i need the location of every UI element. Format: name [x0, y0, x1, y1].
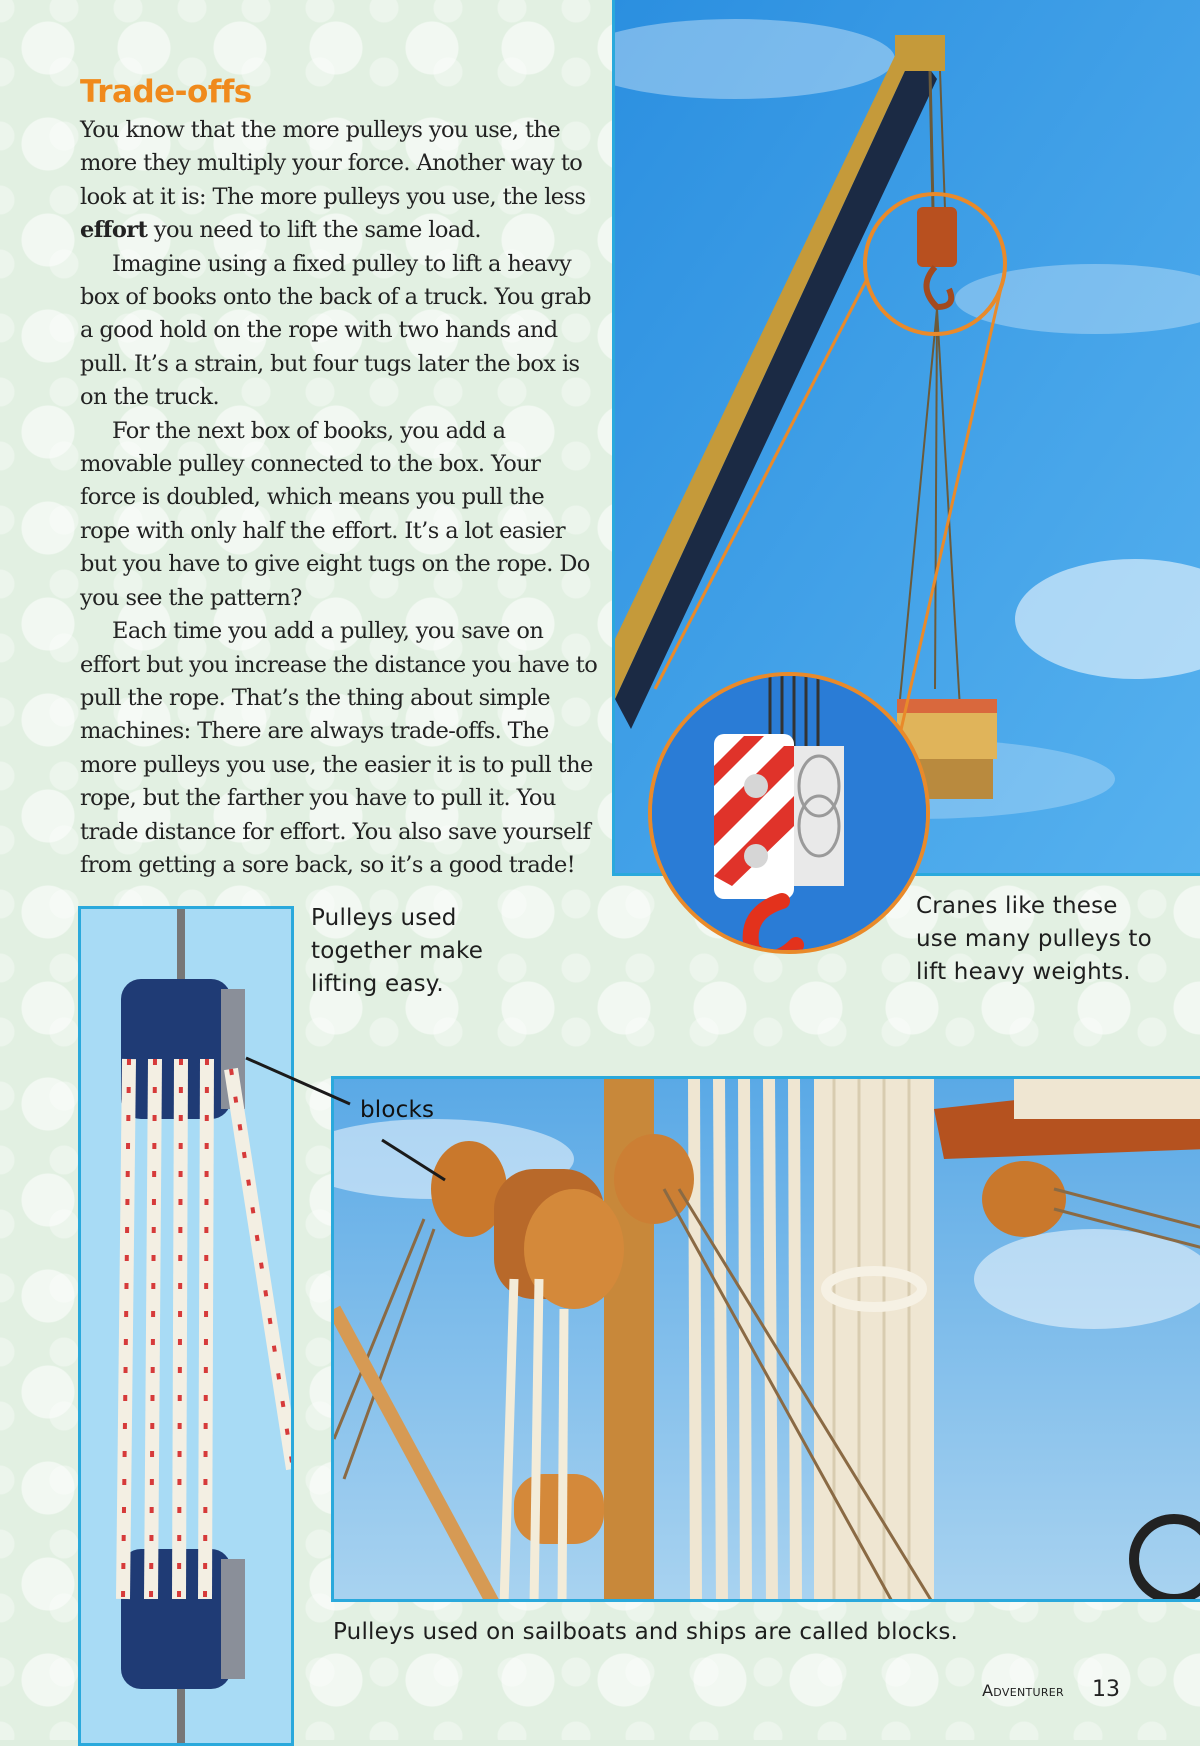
paragraph-4: Each time you add a pulley, you save on effort but you increase the distance you have to pull the rope. That’s the thing about simple machines: There are always trade-offs. The more pulleys you use, the easier it is to pull the rope, but the farther you have to pull it. You trade distance for effort. You also save yourself from getting a sore back, so it’s a good trade!	[80, 618, 598, 878]
article	[80, 74, 600, 882]
paragraph-3: For the next box of books, you add a movable pulley connected to the box. Your force is doubled, which means you pull the rope with only half the effort. It’s a lot easier but you have to give eight tugs on the rope. Do you see the pattern?	[80, 417, 590, 611]
pulleys-caption: Pulleys used together make lifting easy.	[311, 905, 484, 997]
sailboat-blocks-illustration	[334, 1079, 1200, 1602]
crane-caption: Cranes like these use many pulleys to lift heavy weights.	[916, 893, 1152, 985]
section-heading: Trade-offs	[80, 74, 252, 110]
paragraph-2: Imagine using a fixed pulley to lift a heavy box of books onto the back of a truck. You grab a good hold on the rope with two hands and pull. It’s a strain, but four tugs later the box is on the truck.	[80, 250, 591, 411]
pulley-set-photo	[78, 906, 294, 1746]
paragraph-1: You know that the more pulleys you use, the more they multiply your force. Another way to look at it is: The more pulleys you use, the less effort you need to lift the same load.	[80, 117, 586, 244]
article-body	[80, 114, 600, 882]
page-footer	[982, 1677, 1120, 1702]
blocks-label: blocks	[360, 1097, 435, 1123]
sailboat-blocks-photo	[331, 1076, 1200, 1602]
sailboat-caption: Pulleys used on sailboats and ships are called blocks.	[333, 1619, 959, 1645]
hook-block-closeup	[648, 672, 930, 954]
page-number: 13	[1092, 1677, 1120, 1702]
pulley-set-illustration	[81, 909, 294, 1746]
hook-block-illustration	[652, 676, 930, 954]
bold-term-effort: effort	[80, 217, 148, 244]
magazine-name: Adventurer	[982, 1681, 1064, 1700]
